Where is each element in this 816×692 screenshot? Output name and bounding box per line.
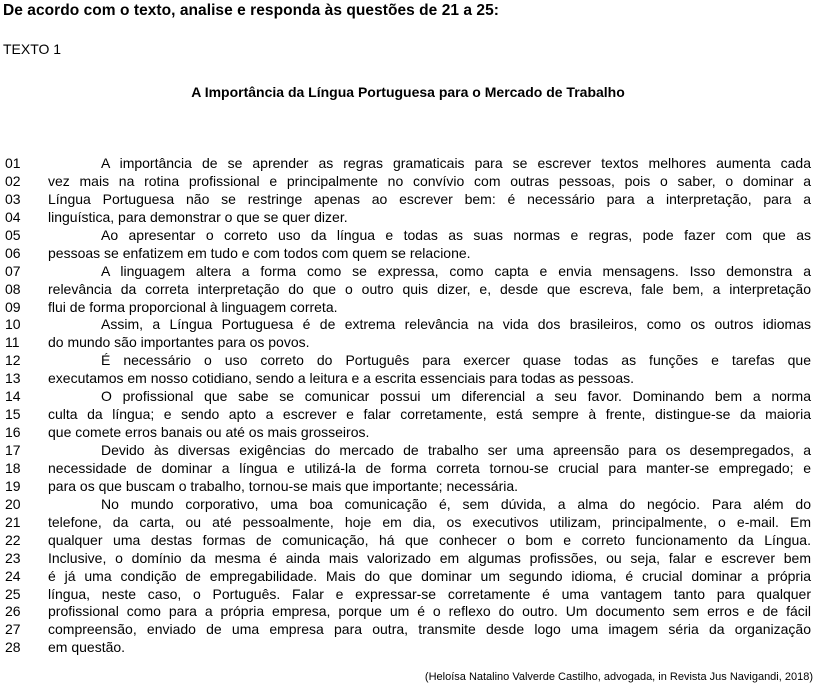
source-citation: (Heloísa Natalino Valverde Castilho, advogada, in Revista Jus Navigandi, 2018) (424, 671, 813, 683)
text-line (5, 173, 811, 191)
line-text: língua, neste caso, o Português. Falar e expressar-se corretamente é uma vantagem tanto para qualquer (48, 585, 811, 602)
line-text: Inclusive, o domínio da mesma é ainda mais valorizado em algumas profissões, ou seja, falar e escrever bem (48, 549, 811, 566)
line-number: 14 (5, 388, 21, 405)
line-text: É necessário o uso correto do Português para exercer quase todas as funções e tarefas que (101, 352, 811, 369)
line-text: em questão. (48, 639, 126, 656)
question-instruction: De acordo com o texto, analise e responda às questões de 21 a 25: (3, 2, 499, 19)
line-text: linguística, para demonstrar o que se quer dizer. (48, 208, 348, 225)
line-text: relevância da correta interpretação do que o outro quis dizer, e, desde que escreva, fale bem, a interpretação (48, 280, 811, 297)
text-body (5, 155, 811, 657)
line-text: necessidade de dominar a língua e utilizá-la de forma correta tornou-se crucial para manter-se empregado; e (48, 459, 811, 476)
line-text: flui de forma proporcional à linguagem correta. (48, 298, 338, 315)
line-text: Devido às diversas exigências do mercado de trabalho ser uma apreensão para os desempregados, a (101, 442, 811, 458)
line-number: 15 (5, 406, 21, 423)
text-line (5, 281, 811, 299)
text-title: A Importância da Língua Portuguesa para o Mercado de Trabalho (191, 84, 625, 100)
text-line (5, 352, 811, 370)
text-label: TEXTO 1 (3, 41, 62, 57)
line-number: 07 (5, 262, 21, 279)
text-line (5, 460, 811, 478)
line-text: qualquer uma destas formas de comunicação, há que conhecer o bom e correto funcionamento da Língua. (48, 531, 811, 548)
text-line (5, 478, 811, 496)
line-text: A importância de se aprender as regras gramaticais para se escrever textos melhores aumenta cada (101, 155, 811, 171)
line-number: 18 (5, 459, 21, 476)
text-line (5, 334, 811, 352)
line-text: Ao apresentar o correto uso da língua e todas as suas normas e regras, pode fazer com que as (101, 226, 811, 243)
line-number: 10 (5, 316, 21, 333)
text-line (5, 603, 811, 621)
text-line (5, 424, 811, 442)
line-text: do mundo são importantes para os povos. (48, 334, 310, 351)
line-number: 12 (5, 352, 21, 369)
line-number: 17 (5, 442, 21, 458)
text-line (5, 227, 811, 245)
line-number: 02 (5, 172, 21, 189)
text-line (5, 442, 811, 460)
line-number: 01 (5, 155, 21, 171)
text-line (5, 316, 811, 334)
text-line (5, 209, 811, 227)
text-line (5, 388, 811, 406)
text-line (5, 586, 811, 604)
line-number: 04 (5, 208, 21, 225)
line-number: 08 (5, 280, 21, 297)
line-number: 24 (5, 567, 21, 584)
line-text: para os que buscam o trabalho, tornou-se mais que importante; necessária. (48, 477, 519, 494)
text-line (5, 155, 811, 173)
line-number: 19 (5, 477, 21, 494)
text-line (5, 550, 811, 568)
line-number: 27 (5, 621, 21, 638)
text-line (5, 532, 811, 550)
text-line (5, 263, 811, 281)
line-text: No mundo corporativo, uma boa comunicação é, sem dúvida, a alma do negócio. Para além do (101, 495, 811, 512)
text-line (5, 496, 811, 514)
text-line (5, 568, 811, 586)
line-number: 23 (5, 549, 21, 566)
line-text: vez mais na rotina profissional e principalmente no convívio com outras pessoas, pois o saber, o dominar a (48, 172, 811, 189)
line-number: 16 (5, 424, 21, 441)
text-line (5, 639, 811, 657)
line-text: Língua Portuguesa não se restringe apenas ao escrever bem: é necessário para a interpretação, para a (48, 190, 811, 207)
line-text: Assim, a Língua Portuguesa é de extrema relevância na vida dos brasileiros, como os outros idiomas (101, 316, 811, 333)
line-text: culta da língua; e sendo apto a escrever e falar corretamente, está sempre à frente, distingue-se da maioria (48, 406, 811, 423)
text-line (5, 406, 811, 424)
line-text: A linguagem altera a forma como se expressa, como capta e envia mensagens. Isso demonstra a (101, 262, 811, 279)
text-line (5, 299, 811, 317)
line-number: 25 (5, 585, 21, 602)
text-line (5, 245, 811, 263)
line-number: 21 (5, 513, 21, 530)
line-text: executamos em nosso cotidiano, sendo a leitura e a escrita essenciais para todas as pessoas. (48, 370, 634, 387)
line-text: O profissional que sabe se comunicar possui um diferencial a seu favor. Dominando bem a norma (101, 388, 811, 405)
line-text: profissional como para a própria empresa, porque um é o reflexo do outro. Um documento sem erros e de fácil (48, 603, 811, 620)
text-line (5, 621, 811, 639)
line-number: 06 (5, 244, 21, 261)
line-number: 28 (5, 639, 21, 656)
line-text: é já uma condição de empregabilidade. Mais do que dominar um segundo idioma, é crucial dominar a própria (48, 567, 811, 584)
line-number: 09 (5, 298, 21, 315)
line-text: que comete erros banais ou até os mais grosseiros. (48, 424, 370, 441)
line-number: 26 (5, 603, 21, 620)
text-line (5, 370, 811, 388)
line-number: 20 (5, 495, 21, 512)
line-text: compreensão, enviado de uma empresa para outra, transmite desde logo uma imagem séria da organização (48, 621, 811, 638)
text-line (5, 514, 811, 532)
line-text: telefone, da carta, ou até pessoalmente, hoje em dia, os executivos utilizam, principalmente, o e-mail. Em (48, 513, 811, 530)
text-line (5, 191, 811, 209)
line-number: 11 (5, 334, 20, 351)
line-number: 05 (5, 226, 21, 243)
line-number: 03 (5, 190, 21, 207)
line-number: 22 (5, 531, 21, 548)
line-number: 13 (5, 370, 21, 387)
line-text: pessoas se enfatizem em tudo e com todos com quem se relacione. (48, 244, 471, 261)
